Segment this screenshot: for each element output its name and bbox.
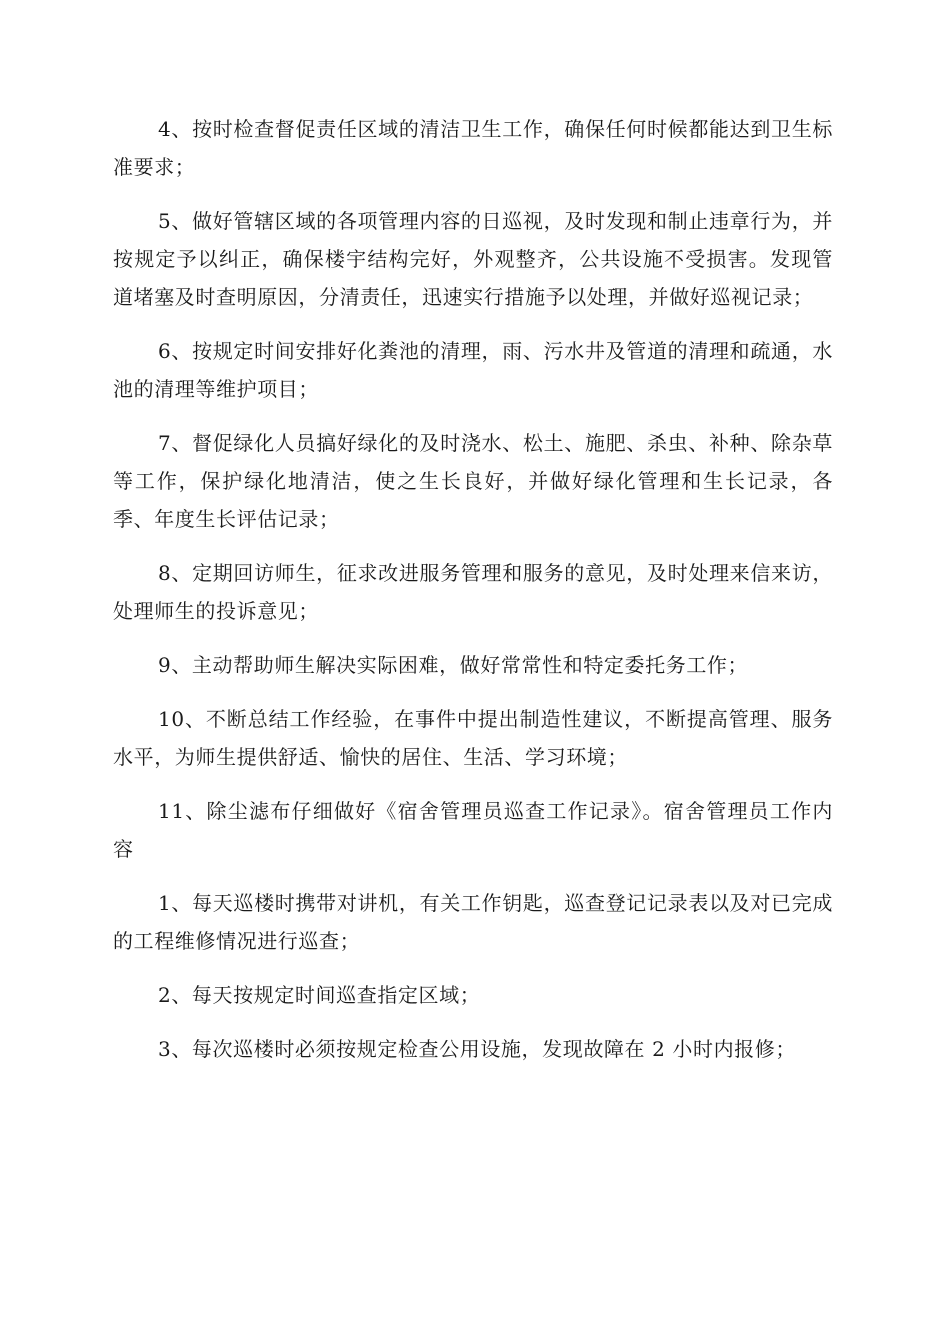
paragraph-duty-2: 2、每天按规定时间巡查指定区域；	[158, 983, 481, 1007]
paragraph-8: 8、定期回访师生，征求改进服务管理和服务的意见，及时处理来信来访，处理师生的投诉意见；	[113, 561, 833, 623]
paragraph-7: 7、督促绿化人员搞好绿化的及时浇水、松土、施肥、杀虫、补种、除杂草等工作，保护绿化地清洁，使之生长良好，并做好绿化管理和生长记录，各季、年度生长评估记录；	[113, 431, 833, 531]
document-body	[113, 110, 833, 1084]
paragraph-5: 5、做好管辖区域的各项管理内容的日巡视，及时发现和制止违章行为，并按规定予以纠正，确保楼宇结构完好，外观整齐，公共设施不受损害。发现管道堵塞及时查明原因，分清责任，迅速实行措施予以处理，并做好巡视记录；	[113, 209, 833, 309]
paragraph-duty-3: 3、每次巡楼时必须按规定检查公用设施，发现故障在 2 小时内报修；	[158, 1037, 796, 1061]
paragraph-9: 9、主动帮助师生解决实际困难，做好常常性和特定委托务工作；	[158, 653, 749, 677]
paragraph-10: 10、不断总结工作经验，在事件中提出制造性建议，不断提高管理、服务水平，为师生提供舒适、愉快的居住、生活、学习环境；	[113, 707, 833, 769]
paragraph-11: 11、除尘滤布仔细做好《宿舍管理员巡查工作记录》。宿舍管理员工作内容	[113, 799, 833, 861]
paragraph-6: 6、按规定时间安排好化粪池的清理，雨、污水井及管道的清理和疏通，水池的清理等维护项目；	[113, 339, 833, 401]
paragraph-4: 4、按时检查督促责任区域的清洁卫生工作，确保任何时候都能达到卫生标准要求；	[113, 117, 833, 179]
paragraph-duty-1: 1、每天巡楼时携带对讲机，有关工作钥匙，巡查登记记录表以及对已完成的工程维修情况进行巡查；	[113, 891, 833, 953]
